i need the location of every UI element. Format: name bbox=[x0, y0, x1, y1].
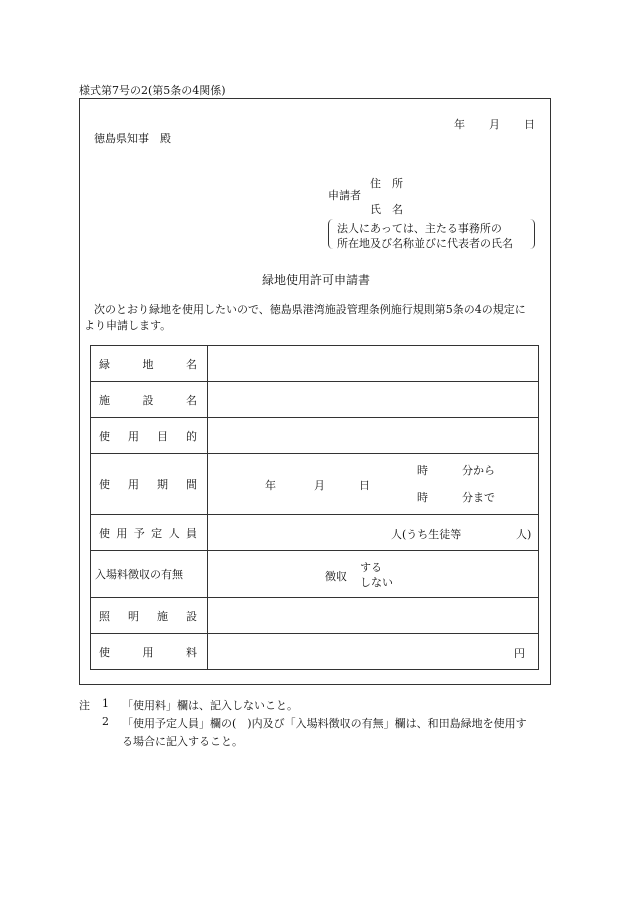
period-month: 月 bbox=[314, 479, 325, 492]
lighting-label: 照 明 施 設 bbox=[91, 598, 208, 634]
corporation-note bbox=[328, 219, 535, 249]
note2-text: 「使用予定人員」欄の( )内及び「入場料徴収の有無」欄は、和田島緑地を使用す bbox=[122, 717, 527, 730]
lighting-field[interactable] bbox=[208, 598, 539, 634]
table-row bbox=[91, 598, 539, 634]
addressee: 徳島県知事 殿 bbox=[94, 132, 171, 145]
collect-yes-option[interactable]: する bbox=[360, 561, 382, 574]
date-day-label: 日 bbox=[524, 118, 535, 131]
purpose-label: 使 用 目 的 bbox=[91, 418, 208, 454]
address-label: 住 所 bbox=[370, 177, 403, 190]
expected-people-label: 使 用 予 定 人 員 bbox=[91, 515, 208, 551]
table-row bbox=[91, 454, 539, 515]
table-row bbox=[91, 346, 539, 382]
corporation-note-line2: 所在地及び名称並びに代表者の氏名 bbox=[337, 237, 513, 250]
name-label: 氏 名 bbox=[370, 203, 403, 216]
body-text-line2: より申請します。 bbox=[84, 319, 172, 332]
application-table bbox=[90, 345, 539, 670]
table-row bbox=[91, 382, 539, 418]
date-year-label: 年 bbox=[454, 118, 465, 131]
yen-unit: 円 bbox=[514, 647, 525, 660]
expected-people-field[interactable] bbox=[208, 515, 539, 551]
period-year: 年 bbox=[265, 479, 276, 492]
period-from: 分から bbox=[462, 464, 495, 477]
fee-field[interactable] bbox=[208, 634, 539, 670]
facility-name-label: 施 設 名 bbox=[91, 382, 208, 418]
purpose-field[interactable] bbox=[208, 418, 539, 454]
admission-fee-field[interactable] bbox=[208, 551, 539, 598]
period-label: 使 用 期 間 bbox=[91, 454, 208, 515]
body-text-line1: 次のとおり緑地を使用したいので、徳島県港湾施設管理条例施行規則第5条の4の規定に bbox=[94, 303, 526, 316]
period-day: 日 bbox=[359, 479, 370, 492]
green-space-name-label: 緑 地 名 bbox=[91, 346, 208, 382]
note2-text-cont: る場合に記入すること。 bbox=[122, 735, 243, 748]
table-row bbox=[91, 418, 539, 454]
people-count-text: 人(うち生徒等 bbox=[391, 528, 462, 541]
green-space-name-field[interactable] bbox=[208, 346, 539, 382]
document-title: 緑地使用許可申請書 bbox=[262, 273, 371, 287]
period-hour-from: 時 bbox=[417, 464, 428, 477]
period-hour-to: 時 bbox=[417, 491, 428, 504]
fee-label: 使 用 料 bbox=[91, 634, 208, 670]
people-close-text: 人) bbox=[516, 528, 532, 541]
note2-number: 2 bbox=[102, 715, 109, 728]
admission-fee-label: 入場料徴収の有無 bbox=[91, 551, 208, 598]
table-row bbox=[91, 515, 539, 551]
period-field[interactable] bbox=[208, 454, 539, 515]
table-row bbox=[91, 634, 539, 670]
applicant-label: 申請者 bbox=[328, 189, 361, 202]
facility-name-field[interactable] bbox=[208, 382, 539, 418]
period-to: 分まで bbox=[462, 491, 495, 504]
note1-text: 「使用料」欄は、記入しないこと。 bbox=[122, 699, 298, 712]
form-number-label: 様式第7号の2(第5条の4関係) bbox=[79, 84, 226, 97]
table-row bbox=[91, 551, 539, 598]
note1-number: 1 bbox=[102, 697, 109, 710]
note-prefix: 注 bbox=[79, 699, 90, 712]
date-month-label: 月 bbox=[489, 118, 500, 131]
collect-label: 徴収 bbox=[325, 570, 347, 583]
corporation-note-line1: 法人にあっては、主たる事務所の bbox=[337, 222, 502, 235]
collect-no-option[interactable]: しない bbox=[360, 576, 393, 589]
